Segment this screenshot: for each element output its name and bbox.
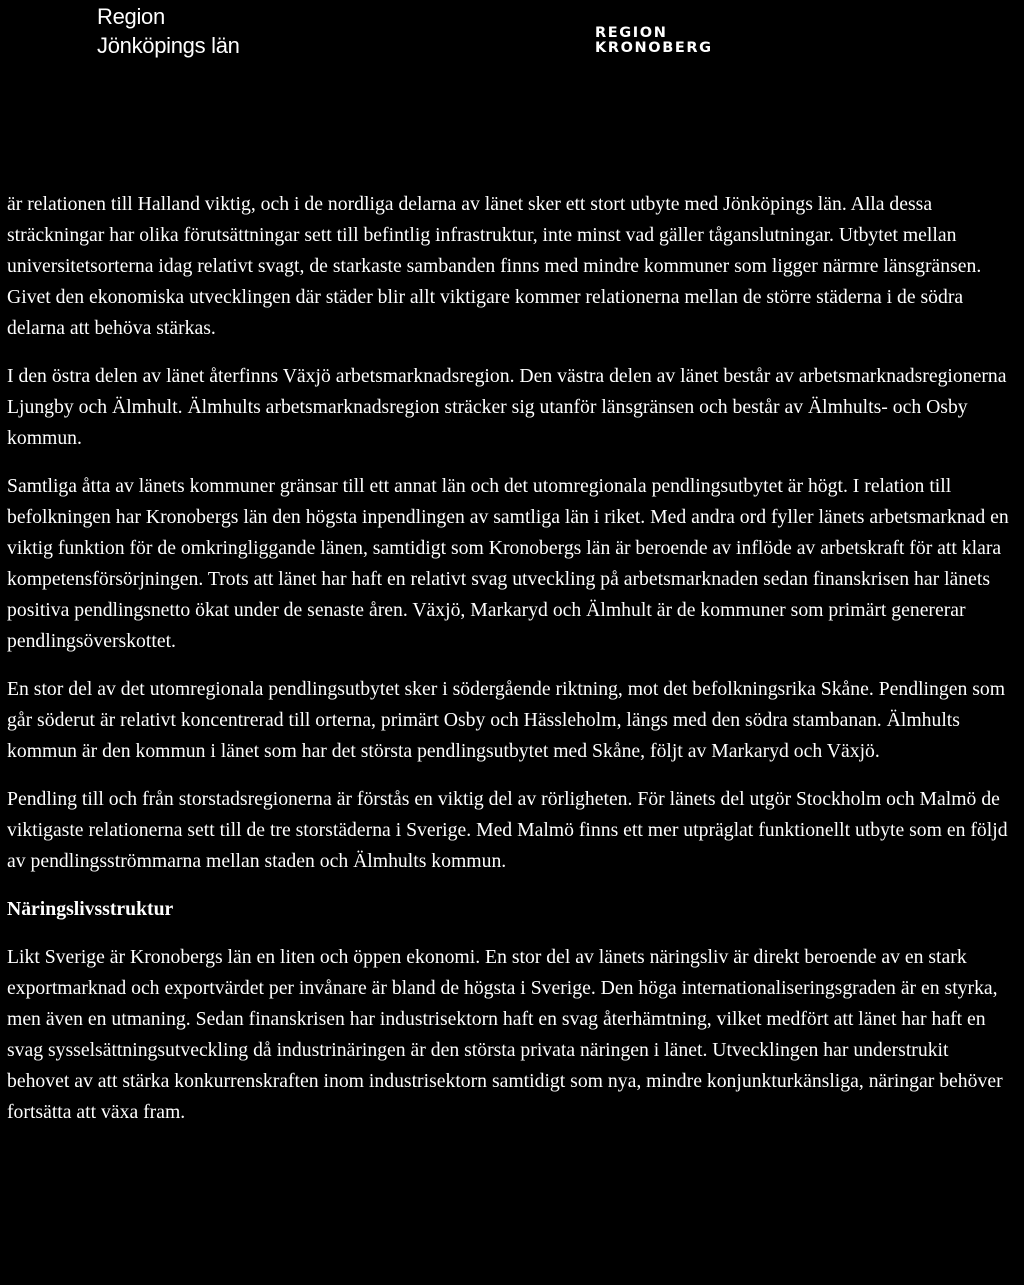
body-paragraph-5: Pendling till och från storstadsregionerna är förstås en viktig del av rörligheten. För länets del utgör Stockholm och Malmö de viktigaste relationerna sett till de tre storstäderna i Sverige. Med Malmö finns ett mer utpräglat funktionellt utbyte som en följd av pendlingsströmmarna mellan staden och Älmhults kommun. bbox=[7, 788, 1008, 872]
body-paragraph-1: är relationen till Halland viktig, och i de nordliga delarna av länet sker ett stort utbyte med Jönköpings län. Alla dessa sträckningar har olika förutsättningar sett till befintlig infrastruktur, inte minst vad gäller tåganslutningar. Utbytet mellan universitetsorterna idag relativt svagt, de starkaste sambanden finns med mindre kommuner som ligger närmre länsgränsen. Givet den ekonomiska utvecklingen där städer blir allt viktigare kommer relationerna mellan de större städerna i de södra delarna att behöva stärkas. bbox=[7, 193, 982, 339]
section-paragraph: Likt Sverige är Kronobergs län en liten och öppen ekonomi. En stor del av länets näringsliv är direkt beroende av en stark exportmarknad och exportvärdet per invånare är bland de högsta i Sverige. Den höga internationaliseringsgraden är en styrka, men även en utmaning. Sedan finanskrisen har industrisektorn haft en svag återhämtning, vilket medfört att länet har haft en svag sysselsättningsutveckling då industrinäringen är den största privata näringen i länet. Utvecklingen har understrukit behovet av att stärka konkurrenskraften inom industrisektorn samtidigt som nya, mindre konjunkturkänsliga, näringar behöver fortsätta att växa fram. bbox=[7, 946, 1003, 1123]
document-body bbox=[7, 189, 1015, 1128]
logo-left-line2: Jönköpings län bbox=[97, 33, 240, 58]
logo-right-line2: KRONOBERG bbox=[595, 40, 713, 56]
body-paragraph-2: I den östra delen av länet återfinns Växjö arbetsmarknadsregion. Den västra delen av länet består av arbetsmarknadsregionerna Ljungby och Älmhult. Älmhults arbetsmarknadsregion sträcker sig utanför länsgränsen och består av Älmhults- och Osby kommun. bbox=[7, 365, 1007, 449]
logo-right-line1: REGION bbox=[595, 25, 668, 41]
section-heading: Näringslivsstruktur bbox=[7, 898, 174, 920]
logo-left-line1: Region bbox=[97, 4, 165, 29]
body-paragraph-4: En stor del av det utomregionala pendlingsutbytet sker i södergående riktning, mot det befolkningsrika Skåne. Pendlingen som går söderut är relativt koncentrerad till orterna, primärt Osby och Hässleholm, längs med den södra stambanan. Älmhults kommun är den kommun i länet som har det största pendlingsutbytet med Skåne, följt av Markaryd och Växjö. bbox=[7, 678, 1006, 762]
region-jonkoping-logo bbox=[97, 2, 240, 60]
region-kronoberg-logo bbox=[595, 26, 713, 56]
body-paragraph-3: Samtliga åtta av länets kommuner gränsar till ett annat län och det utomregionala pendlingsutbytet är högt. I relation till befolkningen har Kronobergs län den högsta inpendlingen av samtliga län i riket. Med andra ord fyller länets arbetsmarknad en viktig funktion för de omkringliggande länen, samtidigt som Kronobergs län är beroende av inflöde av arbetskraft för att klara kompetensförsörjningen. Trots att länet har haft en relativt svag utveckling på arbetsmarknaden sedan finanskrisen har länets positiva pendlingsnetto ökat under de senaste åren. Växjö, Markaryd och Älmhult är de kommuner som primärt genererar pendlingsöverskottet. bbox=[7, 475, 1009, 652]
